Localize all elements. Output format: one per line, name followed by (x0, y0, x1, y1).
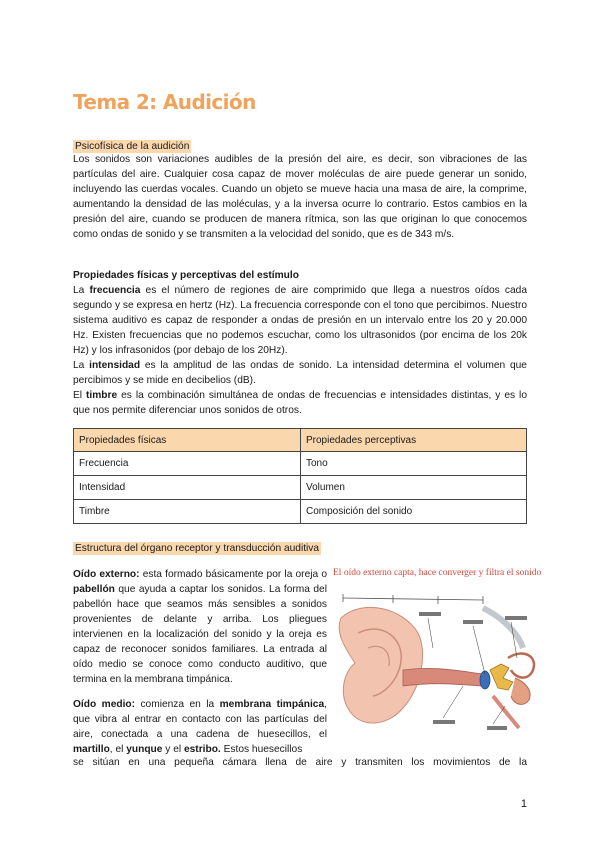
properties-table (73, 428, 527, 524)
table-cell: Timbre (74, 500, 301, 524)
paragraph-psicofisica: Los sonidos son variaciones audibles de la presión del aire, es decir, son vibraciones de las partículas del aire. Cualquier cosa capaz de mover moléculas de aire puede generar un sonido, incluyendo las cuerdas vocales. Cuando un objeto se mueve hacia una masa de aire, la comprime, aumentando la densidad de las moléculas, y a la inversa ocurre lo contrario. Estos cambios en la presión del aire, cuando se producen de manera rítmica, son las que originan lo que conocemos como ondas de sonido y se transmiten a la velocidad del sonido, que es de 343 m/s. (73, 154, 527, 240)
paragraph-oido-externo (73, 567, 327, 687)
text-middle-g: y el (162, 744, 184, 755)
text-freq-intro: La (73, 285, 85, 296)
term-yunque: yunque (126, 744, 163, 755)
table-header-cell: Propiedades físicas (74, 429, 301, 452)
section-heading-label: Psicofísica de la audición (75, 141, 190, 152)
term-oido-externo: Oído externo: (73, 569, 140, 580)
paragraph-propiedades (73, 268, 527, 418)
section-heading-estructura (73, 538, 321, 556)
table-header-cell: Propiedades perceptivas (301, 429, 527, 452)
term-membrana: membrana timpánica (219, 699, 325, 710)
text-timbre: es la combinación simultánea de ondas de frecuencias e intensidades distintas, y es lo que nos permite diferenciar unos sonidos de otros. (73, 390, 527, 416)
text-outer-c: que ayuda a captar los sonidos. La forma del pabellón hace que seamos más sensibles a sonidos provenientes de delante y arriba. Los pliegues intervienen en la localización del sonido y la oreja es capaz de reconocer sonidos familiares. La entrada al oído medio se conoce como conducto auditivo, que termina en la membrana timpánica. (73, 584, 327, 685)
text-intensidad: es la amplitud de las ondas de sonido. La intensidad determina el volumen que percibimos y se mide en decibelios (dB). (73, 360, 527, 386)
table-row (74, 452, 527, 476)
term-intensidad: intensidad (89, 360, 141, 371)
term-frecuencia: frecuencia (89, 285, 141, 296)
page-number: 1 (520, 798, 527, 810)
section-heading-label: Estructura del órgano receptor y transducción auditiva (75, 543, 320, 554)
ear-diagram-illustration (333, 578, 541, 738)
paragraph-continuation: se sitúan en una pequeña cámara llena de aire y transmiten los movimientos de la (73, 757, 527, 768)
term-pabellon: pabellón (73, 584, 115, 595)
page-title: Tema 2: Audición (73, 90, 256, 114)
term-oido-medio: Oído medio: (73, 699, 136, 710)
ear-anatomy-figure (333, 568, 541, 740)
text-middle-a: comienza en la (135, 699, 220, 710)
term-martillo: martillo (73, 744, 110, 755)
subheading-propiedades: Propiedades físicas y perceptivas del estímulo (73, 270, 299, 281)
table-cell: Volumen (301, 476, 527, 500)
table-header-row (74, 429, 527, 452)
text-int-intro: La (73, 360, 85, 371)
table-row (74, 476, 527, 500)
text-middle-e: , el (109, 744, 127, 755)
figure-caption: El oído externo capta, hace converger y filtra el sonido (333, 568, 542, 578)
text-outer-a: esta formado básicamente por la oreja o (139, 569, 327, 580)
text-middle-i: Estos huesecillos (220, 744, 303, 755)
term-estribo: estribo. (183, 744, 221, 755)
text-middle-c: , que vibra al entrar en contacto con las partículas del aire, conectada a una cadena de huesecillos, el (73, 699, 327, 740)
paragraph-oido-medio (73, 697, 327, 757)
table-cell: Intensidad (74, 476, 301, 500)
text-timbre-intro: El (73, 390, 83, 401)
text-frecuencia: es el número de regiones de aire comprimido que llega a nuestros oídos cada segundo y se expresa en hertz (Hz). La frecuencia corresponde con el tono que percibimos. Nuestro sistema auditivo es capaz de responder a ondas de presión en un intervalo entre los 20 y 20.000 Hz. Existen frecuencias que no podemos escuchar, como los ultrasonidos (por encima de los 20k Hz) y los infrasonidos (por debajo de los 20Hz). (73, 285, 527, 356)
table-cell: Tono (301, 452, 527, 476)
table-row (74, 500, 527, 524)
table-cell: Composición del sonido (301, 500, 527, 524)
term-timbre: timbre (86, 390, 118, 401)
table-cell: Frecuencia (74, 452, 301, 476)
